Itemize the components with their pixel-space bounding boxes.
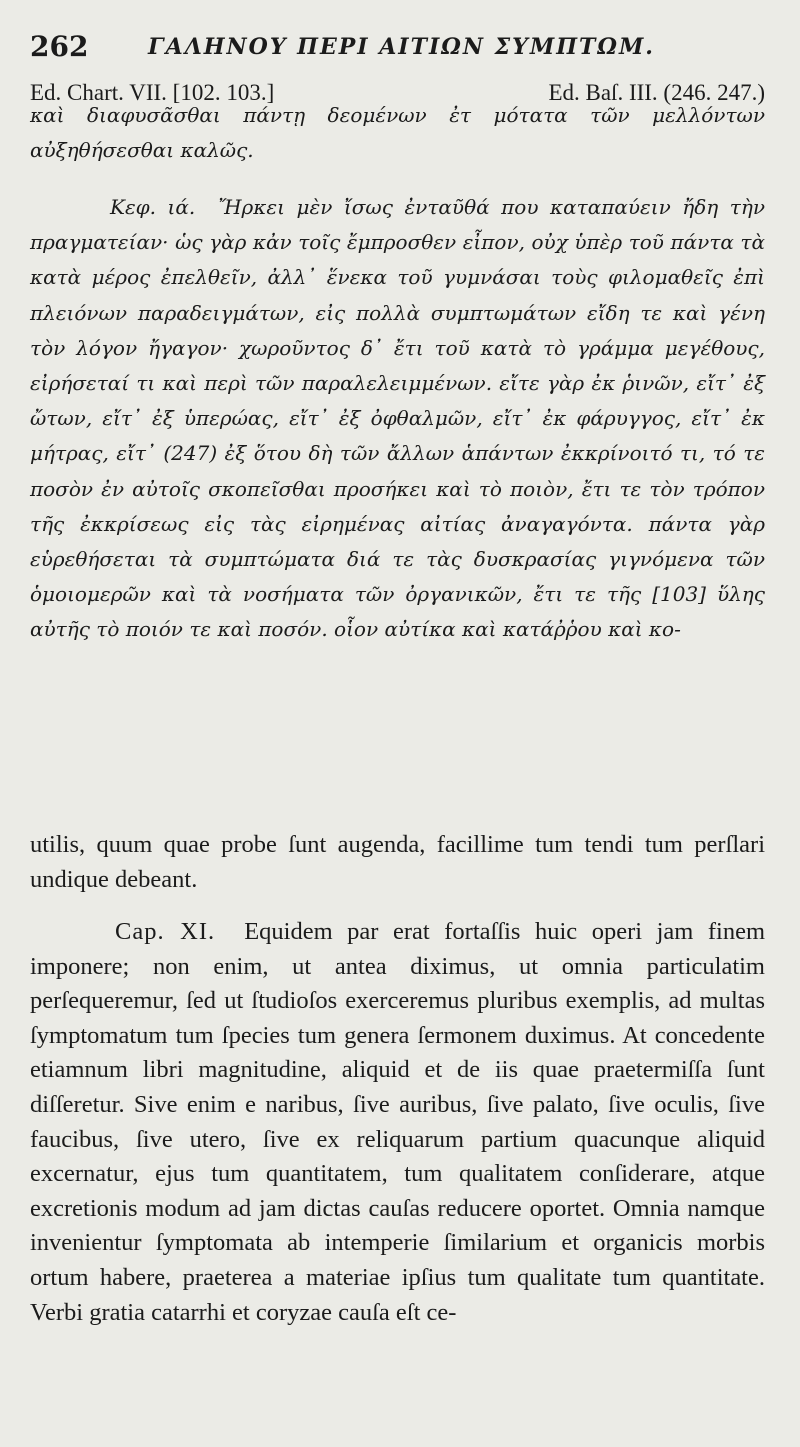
running-title: ΓΑΛΗΝΟΥ ΠΕΡΙ ΑΙΤΙΩΝ ΣΥΜΠΤΩΜ.: [148, 34, 655, 60]
greek-chapter-label: Κεφ. ιά.: [110, 195, 196, 219]
greek-chapter-block: [30, 190, 765, 648]
running-header: [30, 30, 770, 66]
edition-chart-ref: Ed. Chart. VII. [102. 103.]: [30, 80, 275, 105]
latin-chapter-label: Cap. XI.: [115, 918, 216, 945]
latin-chapter-block: [30, 915, 765, 1330]
greek-intro-block: [30, 98, 765, 168]
latin-chapter-text: Equidem par erat fortaſſis huic operi jam finem imponere; non enim, ut antea diximus, ut omnia particulatim perſequeremur, ſed ut ſtudioſos exerceremus pluribus exemplis, ad multas ſymptomatum tum ſpecies tum genera ſermonem duximus. At concedente etiamnum libri magnitudine, aliquid et de iis quae praetermiſſa ſunt diſſeretur. Sive enim e naribus, ſive auribus, ſive palato, ſive oculis, ſive faucibus, ſive utero, ſive ex reliquarum partium quacunque aliquid excernatur, ejus tum quantitatem, tum qualitatem conſiderare, atque excretionis modum ad jam dictas cauſas reducere oportet. Omnia namque invenientur ſymptomata ab intemperie ſimilarium et organicis morbis ortum habere, praeterea a materiae ipſius tum qualitate tum quantitate. Verbi gratia catarrhi et coryzae cauſa eſt ce-: [30, 918, 765, 1326]
latin-chapter-paragraph: [30, 915, 765, 1330]
greek-chapter-text: Ἤρκει μὲν ἴσως ἐνταῦθά που καταπαύειν ἤδη τὴν πραγματείαν· ὡς γὰρ κἀν τοῖς ἔμπροσθεν εἶπον, οὐχ ὑπὲρ τοῦ πάντα τὰ κατὰ μέρος ἐπελθεῖν, ἀλλ᾽ ἕνεκα τοῦ γυμνάσαι τοὺς φιλομαθεῖς ἐπὶ πλειόνων παραδειγμάτων, εἰς πολλὰ συμπτωμάτων εἴδη τε καὶ γένη τὸν λόγον ἤγαγον· χωροῦντος δ᾽ ἔτι τοῦ κατὰ τὸ γράμμα μεγέθους, εἰρήσεταί τι καὶ περὶ τῶν παραλελειμμένων. εἴτε γὰρ ἐκ ῥινῶν, εἴτ᾽ ἐξ ὤτων, εἴτ᾽ ἐξ ὑπερώας, εἴτ᾽ ἐξ ὀφθαλμῶν, εἴτ᾽ ἐκ φάρυγγος, εἴτ᾽ ἐκ μήτρας, εἴτ᾽ (247) ἐξ ὅτου δὴ τῶν ἄλλων ἁπάντων ἐκκρίνοιτό τι, τό τε ποσὸν ἐν αὐτοῖς σκοπεῖσθαι προσήκει καὶ τὸ ποιὸν, ἔτι τε τὸν τρόπον τῆς ἐκκρίσεως εἰς τὰς εἰρημένας αἰτίας ἀναγαγόντα. πάντα γὰρ εὑρεθήσεται τὰ συμπτώματα διά τε τὰς δυσκρασίας γιγνόμενα τῶν ὁμοιομερῶν καὶ τὰ νοσήματα τῶν ὀργανικῶν, ἔτι τε τῆς [103] ὕλης αὐτῆς τὸ ποιόν τε καὶ ποσόν. οἷον αὐτίκα καὶ κατάῤῥου καὶ κο-: [30, 195, 766, 642]
latin-intro-block: [30, 828, 765, 897]
page-number: 262: [30, 30, 89, 63]
latin-intro-paragraph: utilis, quum quae probe ſunt augenda, facillime tum tendi tum perſlari undique debeant.: [30, 831, 765, 893]
edition-bas-ref: Ed. Baſ. III. (246. 247.): [548, 80, 765, 105]
greek-chapter-paragraph: [30, 190, 765, 648]
greek-intro-paragraph: καὶ διαφυσᾶσθαι πάντῃ δεομένων ἐτ μότατα τῶν μελλόντων αὐξηθήσεσθαι καλῶς.: [30, 103, 765, 163]
